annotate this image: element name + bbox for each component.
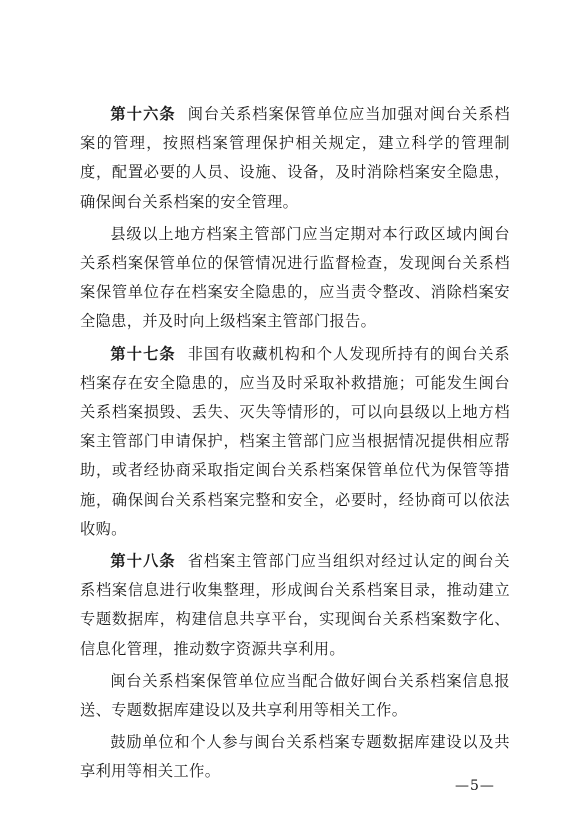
paragraph-article-18 bbox=[80, 547, 510, 664]
paragraph-article-18-clause-2 bbox=[80, 667, 510, 725]
page-number: —5— bbox=[455, 778, 495, 794]
paragraph-text: 闽台关系档案保管单位应当配合做好闽台关系档案信息报送、专题数据库建设以及共享利用等相关工作。 bbox=[80, 671, 510, 720]
paragraph-article-18-clause-3 bbox=[80, 728, 510, 786]
article-number: 第十七条 bbox=[110, 344, 176, 363]
paragraph-text: 省档案主管部门应当组织对经过认定的闽台关系档案信息进行收集整理，形成闽台关系档案目录，推动建立专题数据库，构建信息共享平台，实现闽台关系档案数字化、信息化管理，推动数字资源共享利用。 bbox=[80, 552, 510, 658]
paragraph-text: 闽台关系档案保管单位应当加强对闽台关系档案的管理，按照档案管理保护相关规定，建立科学的管理制度，配置必要的人员、设施、设备，及时消除档案安全隐患，确保闽台关系档案的安全管理。 bbox=[80, 105, 510, 211]
article-number: 第十八条 bbox=[110, 552, 176, 571]
paragraph-text: 鼓励单位和个人参与闽台关系档案专题数据库建设以及共享利用等相关工作。 bbox=[80, 733, 510, 781]
document-body bbox=[80, 100, 510, 787]
paragraph-article-16-clause-2 bbox=[80, 220, 510, 337]
article-number: 第十六条 bbox=[110, 105, 176, 123]
paragraph-text: 非国有收藏机构和个人发现所持有的闽台关系档案存在安全隐患的，应当及时采取补救措施；可能发生闽台关系档案损毁、丢失、灭失等情形的，可以向县级以上地方档案主管部门申请保护，档案主管部门应当根据情况提供相应帮助，或者经协商采取指定闽台关系档案保管单位代为保管等措施，确保闽台关系档案完整和安全，必要时，经协商可以依法收购。 bbox=[80, 344, 510, 538]
paragraph-article-16 bbox=[80, 100, 510, 217]
paragraph-text: 县级以上地方档案主管部门应当定期对本行政区域内闽台关系档案保管单位的保管情况进行监督检查，发现闽台关系档案保管单位存在档案安全隐患的，应当责令整改、消除档案安全隐患，并及时向上级档案主管部门报告。 bbox=[80, 224, 510, 331]
paragraph-article-17 bbox=[80, 340, 510, 544]
